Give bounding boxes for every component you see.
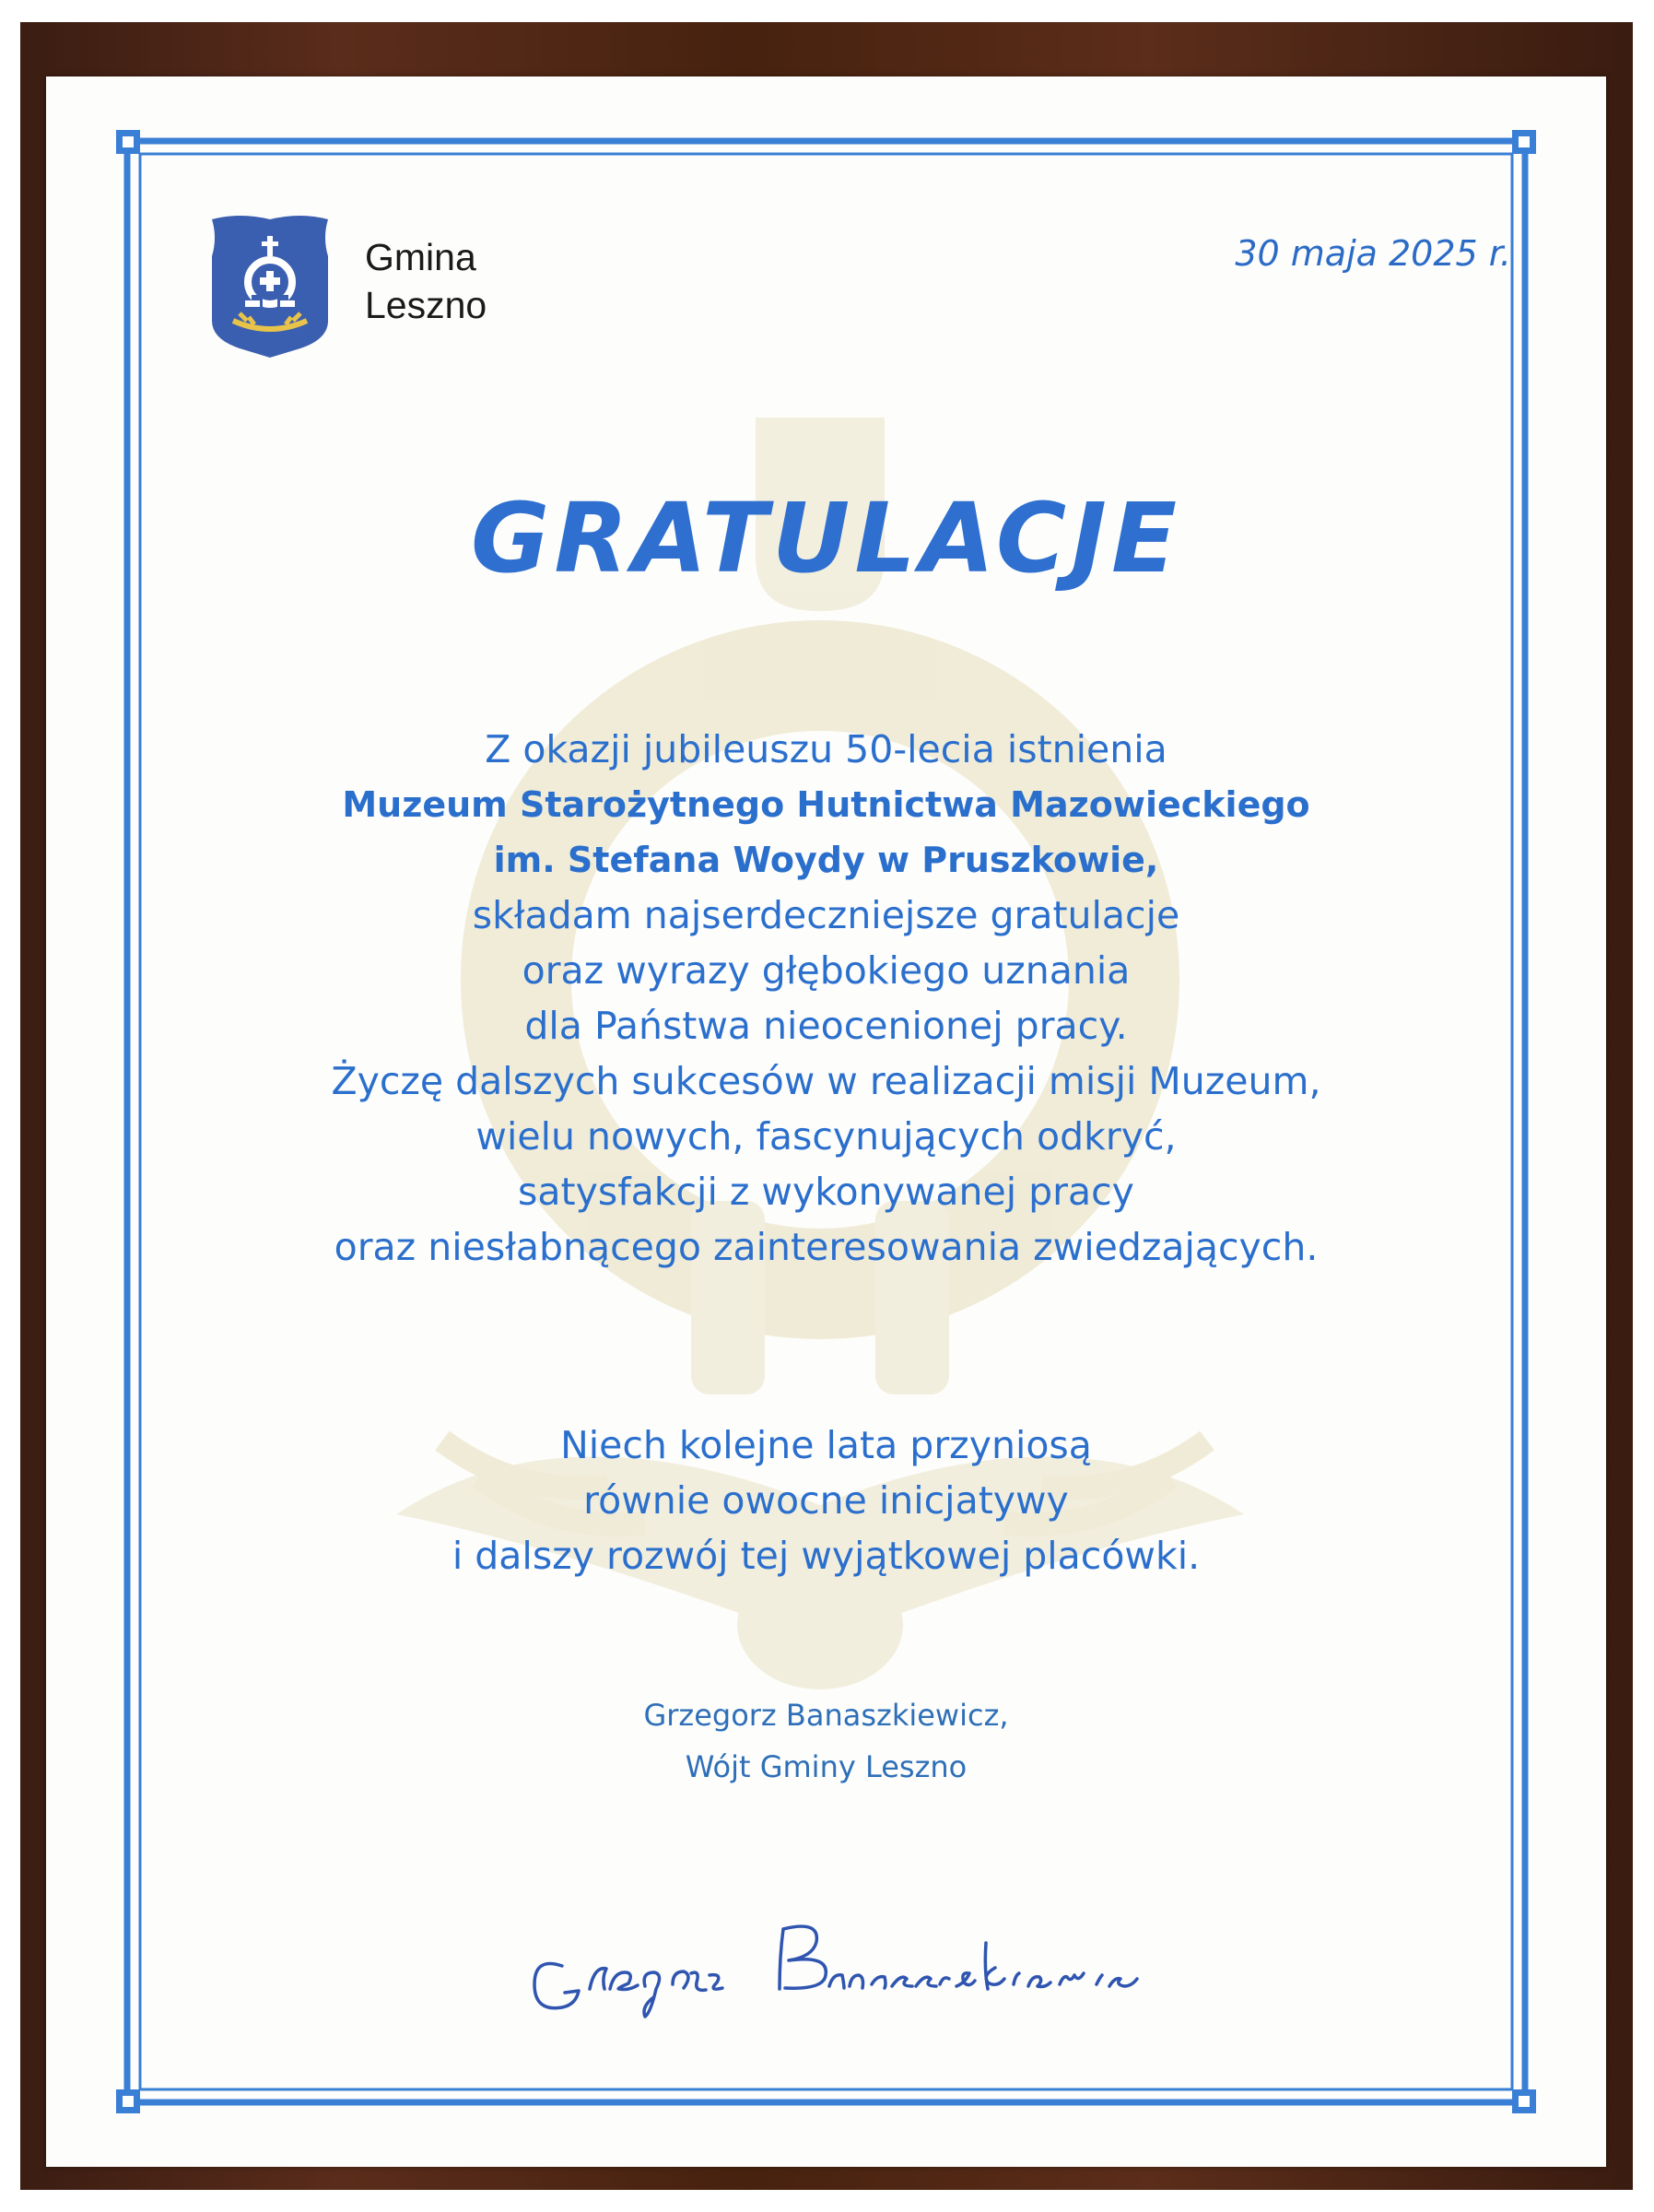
message-line: satysfakcji z wykonywanej pracy xyxy=(518,1170,1134,1214)
certificate-sheet xyxy=(46,76,1606,2167)
logo-line-1: Gmina xyxy=(365,236,476,278)
closing-line: Niech kolejne lata przyniosą xyxy=(560,1423,1092,1467)
message-body xyxy=(101,722,1551,1275)
message-line: oraz wyrazy głębokiego uznania xyxy=(522,948,1131,993)
institution-name-line-2: im. Stefana Woydy w Pruszkowie, xyxy=(493,840,1159,880)
closing-wishes xyxy=(101,1418,1551,1583)
message-line: wielu nowych, fascynujących odkryć, xyxy=(475,1114,1177,1159)
closing-line: równie owocne inicjatywy xyxy=(583,1478,1069,1523)
logo-wordmark xyxy=(365,233,487,329)
signer-block xyxy=(46,1689,1606,1793)
message-intro: Z okazji jubileuszu 50-lecia istnienia xyxy=(485,727,1167,771)
message-line: oraz niesłabnącego zainteresowania zwiedzających. xyxy=(334,1225,1319,1269)
document-title: GRATULACJE xyxy=(471,482,1181,594)
message-line: Życzę dalszych sukcesów w realizacji misji Muzeum, xyxy=(331,1059,1321,1103)
closing-line: i dalszy rozwój tej wyjątkowej placówki. xyxy=(452,1534,1201,1578)
message-line: dla Państwa nieocenionej pracy. xyxy=(524,1004,1128,1048)
document-date: 30 maja 2025 r. xyxy=(1235,233,1511,274)
handwritten-signature-icon xyxy=(507,1901,1207,2030)
institution-name-line-1: Muzeum Starożytnego Hutnictwa Mazowieckiego xyxy=(342,784,1310,825)
signer-name: Grzegorz Banaszkiewicz, xyxy=(643,1698,1009,1733)
message-line: składam najserdeczniejsze gratulacje xyxy=(472,893,1180,937)
signer-position: Wójt Gminy Leszno xyxy=(685,1749,968,1784)
logo-line-2: Leszno xyxy=(365,284,487,326)
gmina-leszno-crest-icon xyxy=(201,210,339,362)
